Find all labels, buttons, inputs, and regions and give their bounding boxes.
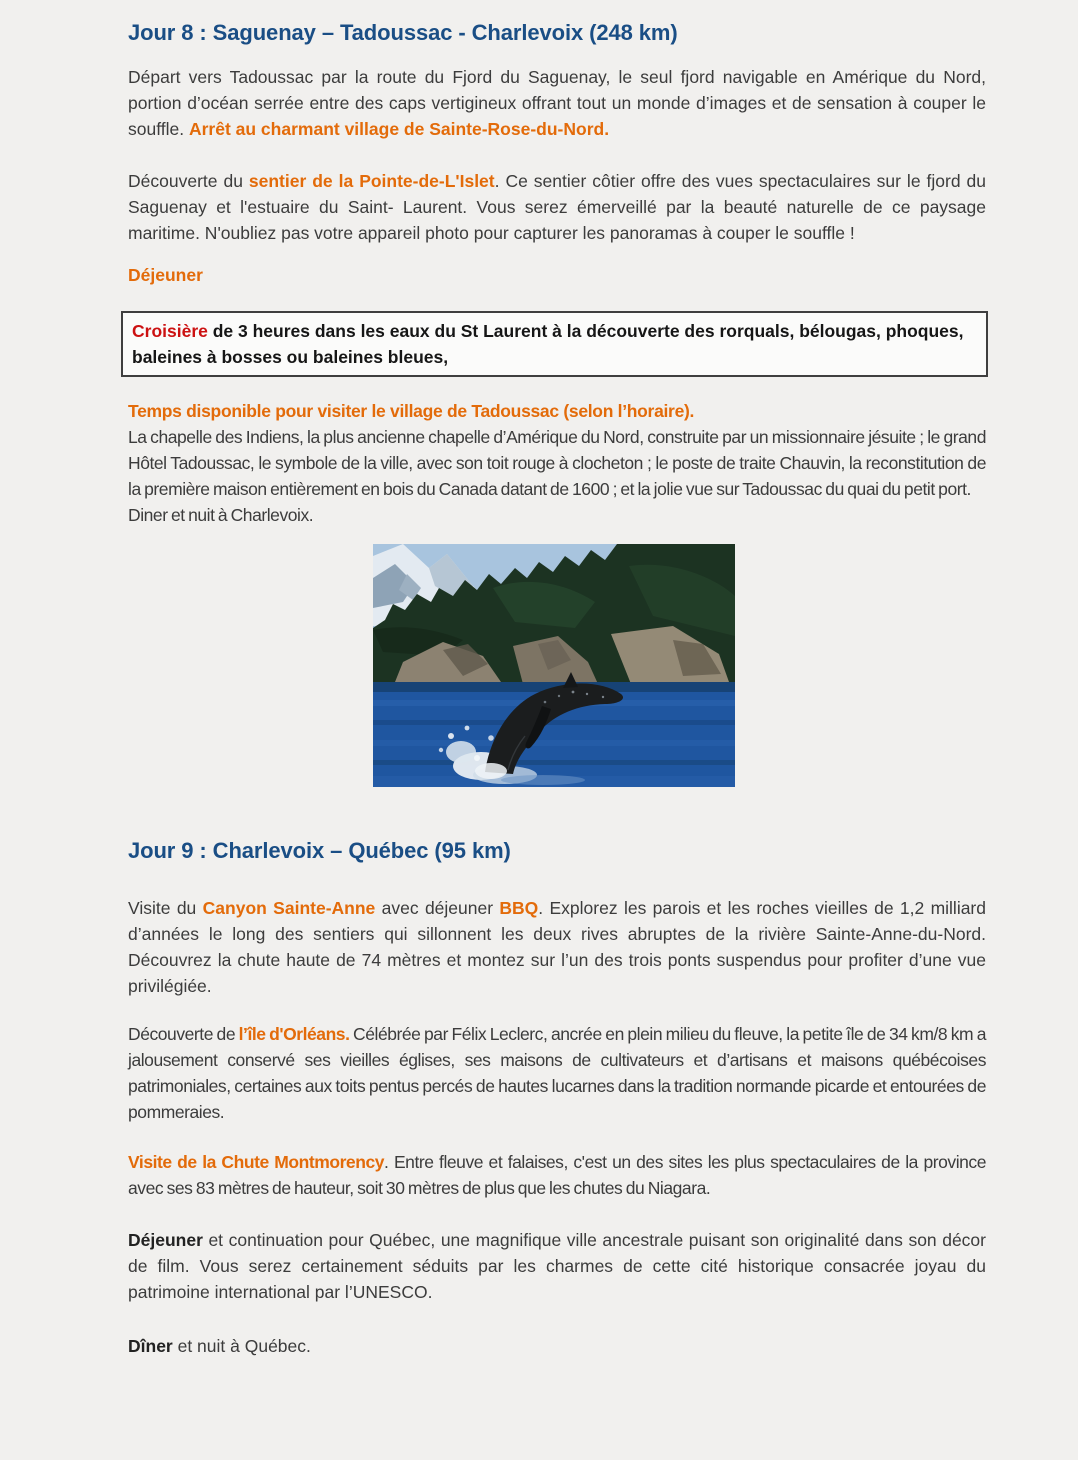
day8-sentier-rest: . Ce sentier côtier offre des vues spectaculaires sur le fjord du Saguenay et l'estuaire du Saint- Laurent. Vous serez émerveillé par la beauté naturelle de ce paysage maritime. N'oubliez pas votre appareil photo pour capturer les panoramas à couper le souffle ! [128, 171, 986, 243]
day9-montmorency-paragraph [128, 1149, 986, 1201]
day9-orleans-paragraph [128, 1021, 986, 1125]
day8-intro-text: Départ vers Tadoussac par la route du Fjord du Saguenay, le seul fjord navigable en Amérique du Nord, portion d’océan serrée entre des caps vertigineux offrant tout un monde d’images et de sensation à couper le souffle. [128, 67, 986, 139]
day9-canyon-highlight: Canyon Sainte-Anne [202, 898, 376, 918]
day9-diner-line [128, 1333, 986, 1359]
day8-temps-text: Temps disponible pour visiter le village de Tadoussac (selon l’horaire). [128, 401, 695, 421]
day9-bbq-highlight: BBQ [499, 898, 539, 918]
cruise-box-highlight: Croisière [132, 321, 208, 341]
day8-sentier-highlight: sentier de la Pointe-de-L'Islet [248, 171, 495, 191]
day9-diner-bold: Dîner [128, 1336, 173, 1356]
day9-canyon-mid: avec déjeuner [375, 898, 500, 918]
day8-dejeuner-text: Déjeuner [128, 265, 203, 285]
day9-montmorency-highlight: Visite de la Chute Montmorency [128, 1152, 385, 1172]
day9-dejeuner-bold: Déjeuner [128, 1230, 203, 1250]
document-content [128, 0, 986, 1359]
day9-quebec-rest: et continuation pour Québec, une magnifique ville ancestrale puisant son originalité dans son décor de film. Vous serez certainement séduits par les charmes de cette cité historique consacrée joyau du patrimoine international par l’UNESCO. [128, 1230, 986, 1302]
cruise-box [121, 311, 988, 377]
day8-intro-paragraph [128, 64, 986, 142]
day8-dejeuner-label [128, 262, 986, 288]
day9-diner-rest: et nuit à Québec. [172, 1336, 311, 1356]
day9-montmorency-rest: . Entre fleuve et falaises, c'est un des sites les plus spectaculaires de la province avec ses 83 mètres de hauteur, soit 30 mètres de plus que les chutes du Niagara. [128, 1152, 986, 1198]
day8-temps-heading [128, 398, 986, 424]
whale-photo-illustration [373, 544, 735, 787]
day8-heading: Jour 8 : Saguenay – Tadoussac - Charlevoix (248 km) [128, 20, 678, 45]
whale-breaching-photo [373, 544, 735, 787]
day9-canyon-paragraph [128, 895, 986, 999]
day8-sentier-lead: Découverte du [128, 171, 249, 191]
day9-canyon-rest: . Explorez les parois et les roches vieilles de 1,2 milliard d’années le long des sentiers qui sillonnent les deux rives abruptes de la rivière Sainte-Anne-du-Nord. Découvrez la chute haute de 74 mètres et montez sur l’un des trois ponts suspendus pour profiter d’une vue privilégiée. [128, 898, 986, 996]
day8-intro-highlight: Arrêt au charmant village de Sainte-Rose-du-Nord. [188, 119, 610, 139]
day9-orleans-lead: Découverte de [128, 1024, 239, 1044]
day8-sentier-paragraph [128, 168, 986, 246]
day9-canyon-lead: Visite du [128, 898, 203, 918]
day9-orleans-rest: Célébrée par Félix Leclerc, ancrée en plein milieu du fleuve, la petite île de 34 km/8 km a jalousement conservé ses vieilles églises, ses maisons de cultivateurs et d’artisans et maisons québécoises patrimoniales, certaines aux toits pentus percés de hautes lucarnes dans la tradition normande picarde et entourées de pommeraies. [128, 1024, 986, 1122]
day8-chapelle-paragraph: La chapelle des Indiens, la plus ancienne chapelle d’Amérique du Nord, construite par un missionnaire jésuite ; le grand Hôtel Tadoussac, le symbole de la ville, avec son toit rouge à clocheton ; le poste de traite Chauvin, la reconstitution de la première maison entièrement en bois du Canada datant de 1600 ; et la jolie vue sur Tadoussac du quai du petit port. [128, 427, 986, 499]
day9-quebec-paragraph [128, 1227, 986, 1305]
cruise-box-text: de 3 heures dans les eaux du St Laurent à la découverte des rorquals, bélougas, phoques, baleines à bosses ou baleines bleues, [132, 321, 964, 367]
day8-diner-line: Diner et nuit à Charlevoix. [128, 505, 314, 525]
day9-orleans-highlight: l’île d'Orléans. [238, 1024, 350, 1044]
day9-heading: Jour 9 : Charlevoix – Québec (95 km) [128, 838, 511, 863]
